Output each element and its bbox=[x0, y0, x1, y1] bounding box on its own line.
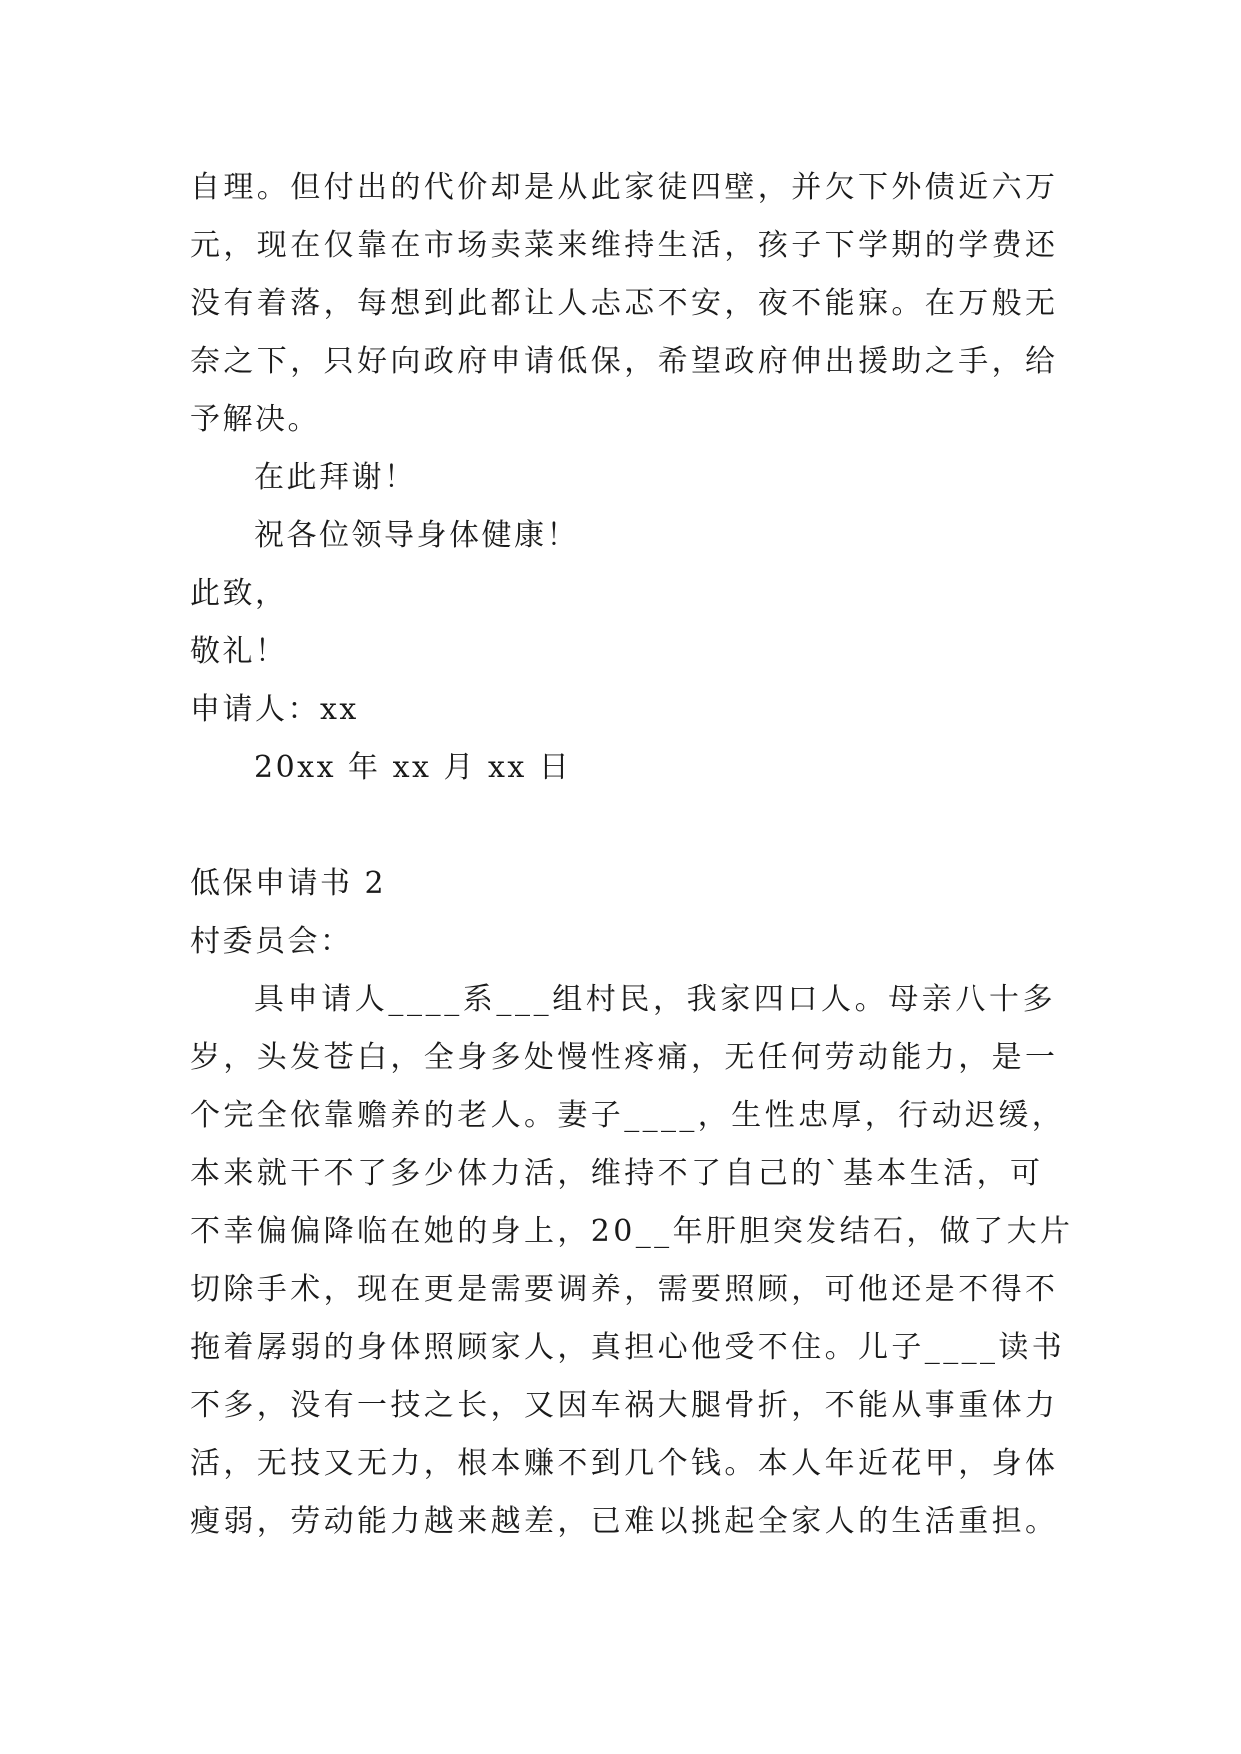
thanks-line: 在此拜谢！ bbox=[254, 460, 417, 495]
applicant-line: 申请人：xx bbox=[190, 692, 359, 727]
paragraph-line: 具申请人____系___组村民，我家四口人。母亲八十多 bbox=[254, 982, 1057, 1017]
paragraph-line: 不多，没有一技之长，又因车祸大腿骨折，不能从事重体力 bbox=[190, 1388, 1059, 1423]
paragraph-line: 予解决。 bbox=[190, 402, 320, 437]
paragraph-line: 元，现在仅靠在市场卖菜来维持生活，孩子下学期的学费还 bbox=[190, 228, 1059, 263]
paragraph-line: 拖着孱弱的身体照顾家人，真担心他受不住。儿子____读书 bbox=[190, 1330, 1066, 1365]
paragraph-line: 不幸偏偏降临在她的身上，20__年肝胆突发结石，做了大片 bbox=[190, 1214, 1074, 1249]
paragraph-line: 本来就干不了多少体力活，维持不了自己的`基本生活，可 bbox=[190, 1156, 1044, 1191]
paragraph-line: 个完全依靠赡养的老人。妻子____，生性忠厚，行动迟缓， bbox=[190, 1098, 1066, 1133]
closing-line: 此致， bbox=[190, 576, 288, 611]
section-title: 低保申请书 2 bbox=[190, 866, 387, 901]
paragraph-line: 切除手术，现在更是需要调养，需要照顾，可他还是不得不 bbox=[190, 1272, 1059, 1307]
paragraph-line: 瘦弱，劳动能力越来越差，已难以挑起全家人的生活重担。 bbox=[190, 1504, 1059, 1539]
paragraph-line: 岁，头发苍白，全身多处慢性疼痛，无任何劳动能力，是一 bbox=[190, 1040, 1059, 1075]
wish-line: 祝各位领导身体健康！ bbox=[254, 518, 579, 553]
salutation-line: 敬礼！ bbox=[190, 634, 288, 669]
paragraph-line: 奈之下，只好向政府申请低保，希望政府伸出援助之手，给 bbox=[190, 344, 1059, 379]
date-line: 20xx 年 xx 月 xx 日 bbox=[254, 750, 572, 785]
paragraph-line: 没有着落，每想到此都让人忐忑不安，夜不能寐。在万般无 bbox=[190, 286, 1059, 321]
addressee-line: 村委员会： bbox=[190, 924, 353, 959]
paragraph-line: 自理。但付出的代价却是从此家徒四壁，并欠下外债近六万 bbox=[190, 170, 1059, 205]
paragraph-line: 活，无技又无力，根本赚不到几个钱。本人年近花甲，身体 bbox=[190, 1446, 1059, 1481]
